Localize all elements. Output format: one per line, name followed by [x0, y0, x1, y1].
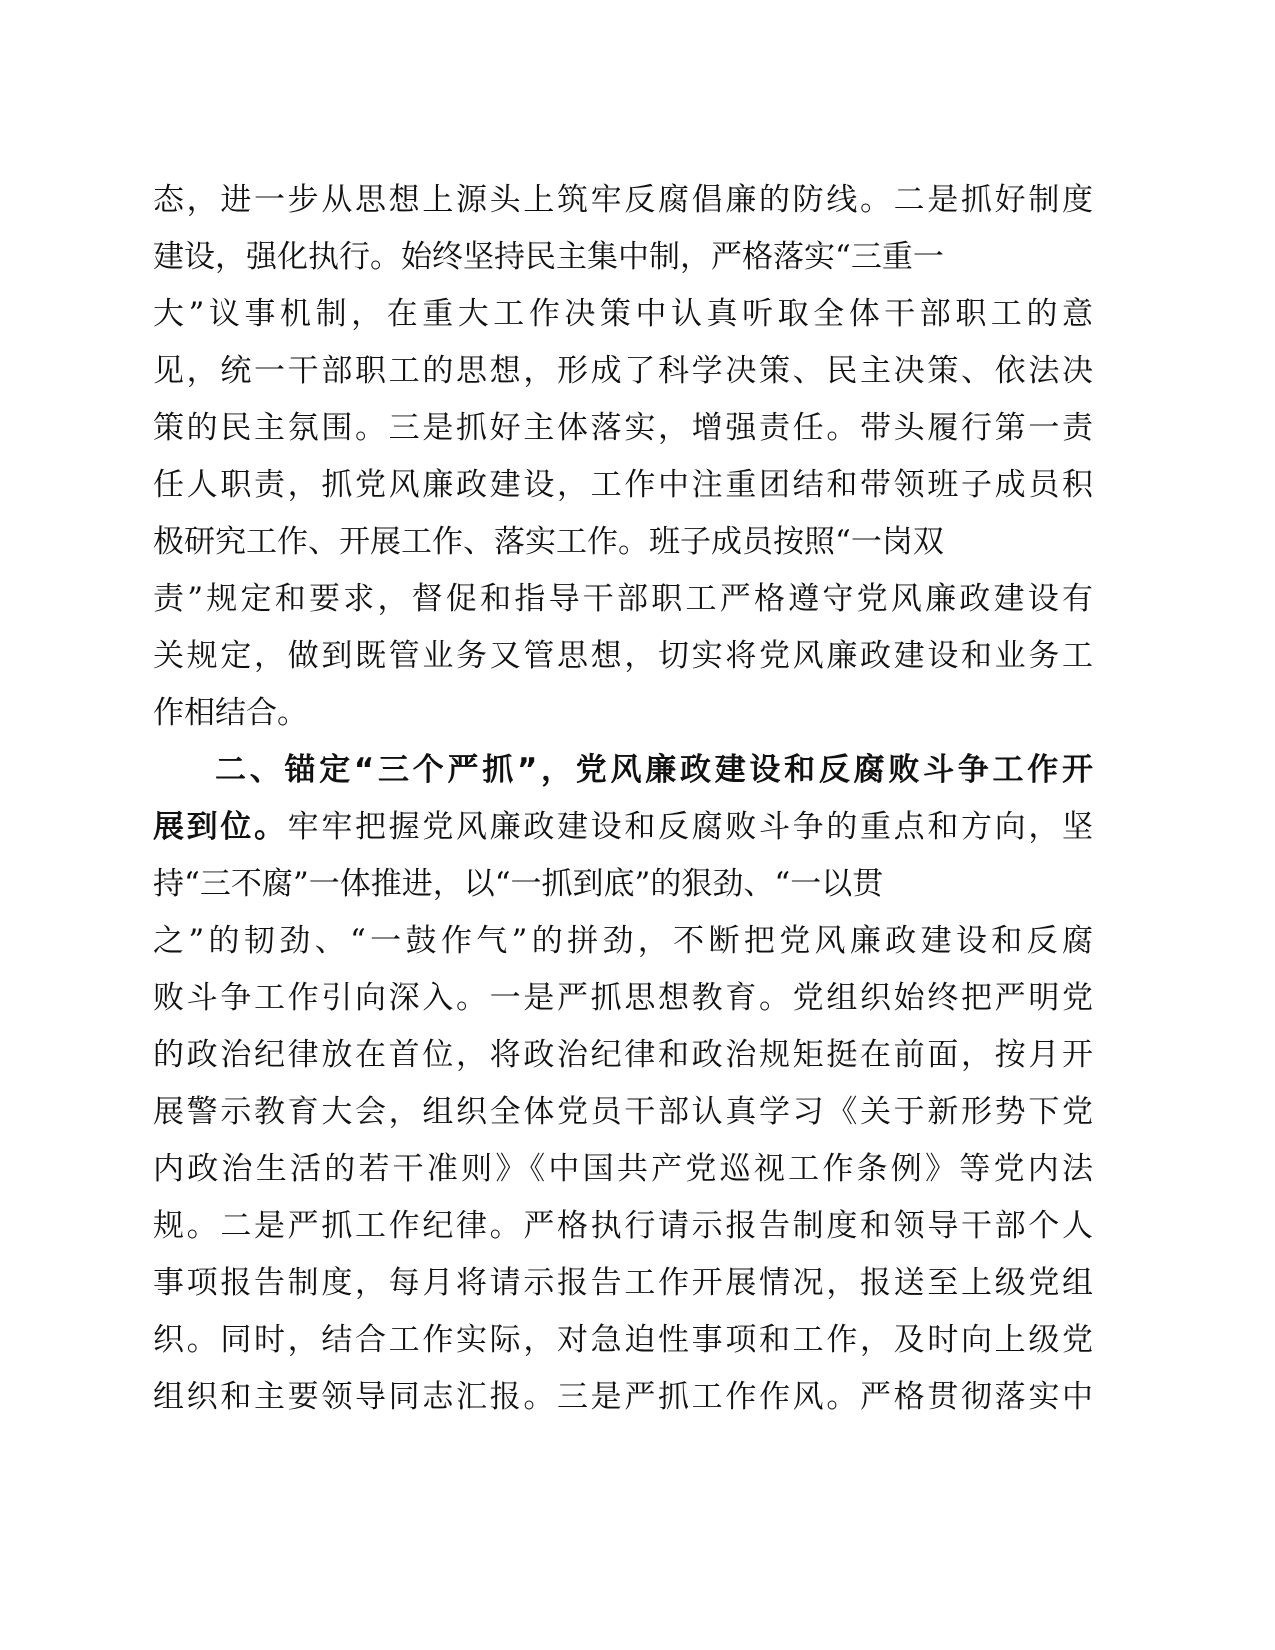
paragraph-line: 极研究工作、开展工作、落实工作。班子成员按照“一岗双	[153, 524, 944, 560]
paragraph-line: 组织和主要领导同志汇报。三是严抓工作作风。严格贯彻落实中	[153, 1379, 1093, 1415]
paragraph-line: 见，统一干部职工的思想，形成了科学决策、民主决策、依法决	[153, 353, 1093, 389]
section-heading-end: 展到位。	[153, 809, 288, 845]
paragraph-line: 织。同时，结合工作实际，对急迫性事项和工作，及时向上级党	[153, 1322, 1093, 1358]
paragraph-line: 展警示教育大会，组织全体党员干部认真学习《关于新形势下党	[153, 1094, 1093, 1130]
paragraph-line: 大”议事机制，在重大工作决策中认真听取全体干部职工的意	[153, 296, 1093, 332]
paragraph-line: 败斗争工作引向深入。一是严抓思想教育。党组织始终把严明党	[153, 980, 1093, 1016]
paragraph-line: 建设，强化执行。始终坚持民主集中制，严格落实“三重一	[153, 239, 944, 275]
paragraph-line: 关规定，做到既管业务又管思想，切实将党风廉政建设和业务工	[153, 638, 1093, 674]
paragraph-line: 之”的韧劲、“一鼓作气”的拼劲，不断把党风廉政建设和反腐	[153, 923, 1093, 959]
paragraph-line: 持“三不腐”一体推进，以“一抓到底”的狠劲、“一以贯	[153, 866, 884, 902]
paragraph-line: 内政治生活的若干准则》《中国共产党巡视工作条例》等党内法	[153, 1151, 1093, 1187]
section-first-line	[153, 799, 1093, 855]
paragraph-line: 责”规定和要求，督促和指导干部职工严格遵守党风廉政建设有	[153, 581, 1093, 617]
paragraph-line: 任人职责，抓党风廉政建设，工作中注重团结和带领班子成员积	[153, 467, 1093, 503]
paragraph-line: 态，进一步从思想上源头上筑牢反腐倡廉的防线。二是抓好制度	[153, 182, 1093, 218]
paragraph-line: 事项报告制度，每月将请示报告工作开展情况，报送至上级党组	[153, 1265, 1093, 1301]
section-heading: 二、锚定“三个严抓”，党风廉政建设和反腐败斗争工作开	[215, 752, 1093, 788]
paragraph-line: 策的民主氛围。三是抓好主体落实，增强责任。带头履行第一责	[153, 410, 1093, 446]
paragraph-line: 作相结合。	[153, 695, 308, 731]
paragraph-line: 规。二是严抓工作纪律。严格执行请示报告制度和领导干部个人	[153, 1208, 1093, 1244]
paragraph-line: 的政治纪律放在首位，将政治纪律和政治规矩挺在前面，按月开	[153, 1037, 1093, 1073]
section-line-text: 牢牢把握党风廉政建设和反腐败斗争的重点和方向，坚	[287, 809, 1094, 845]
